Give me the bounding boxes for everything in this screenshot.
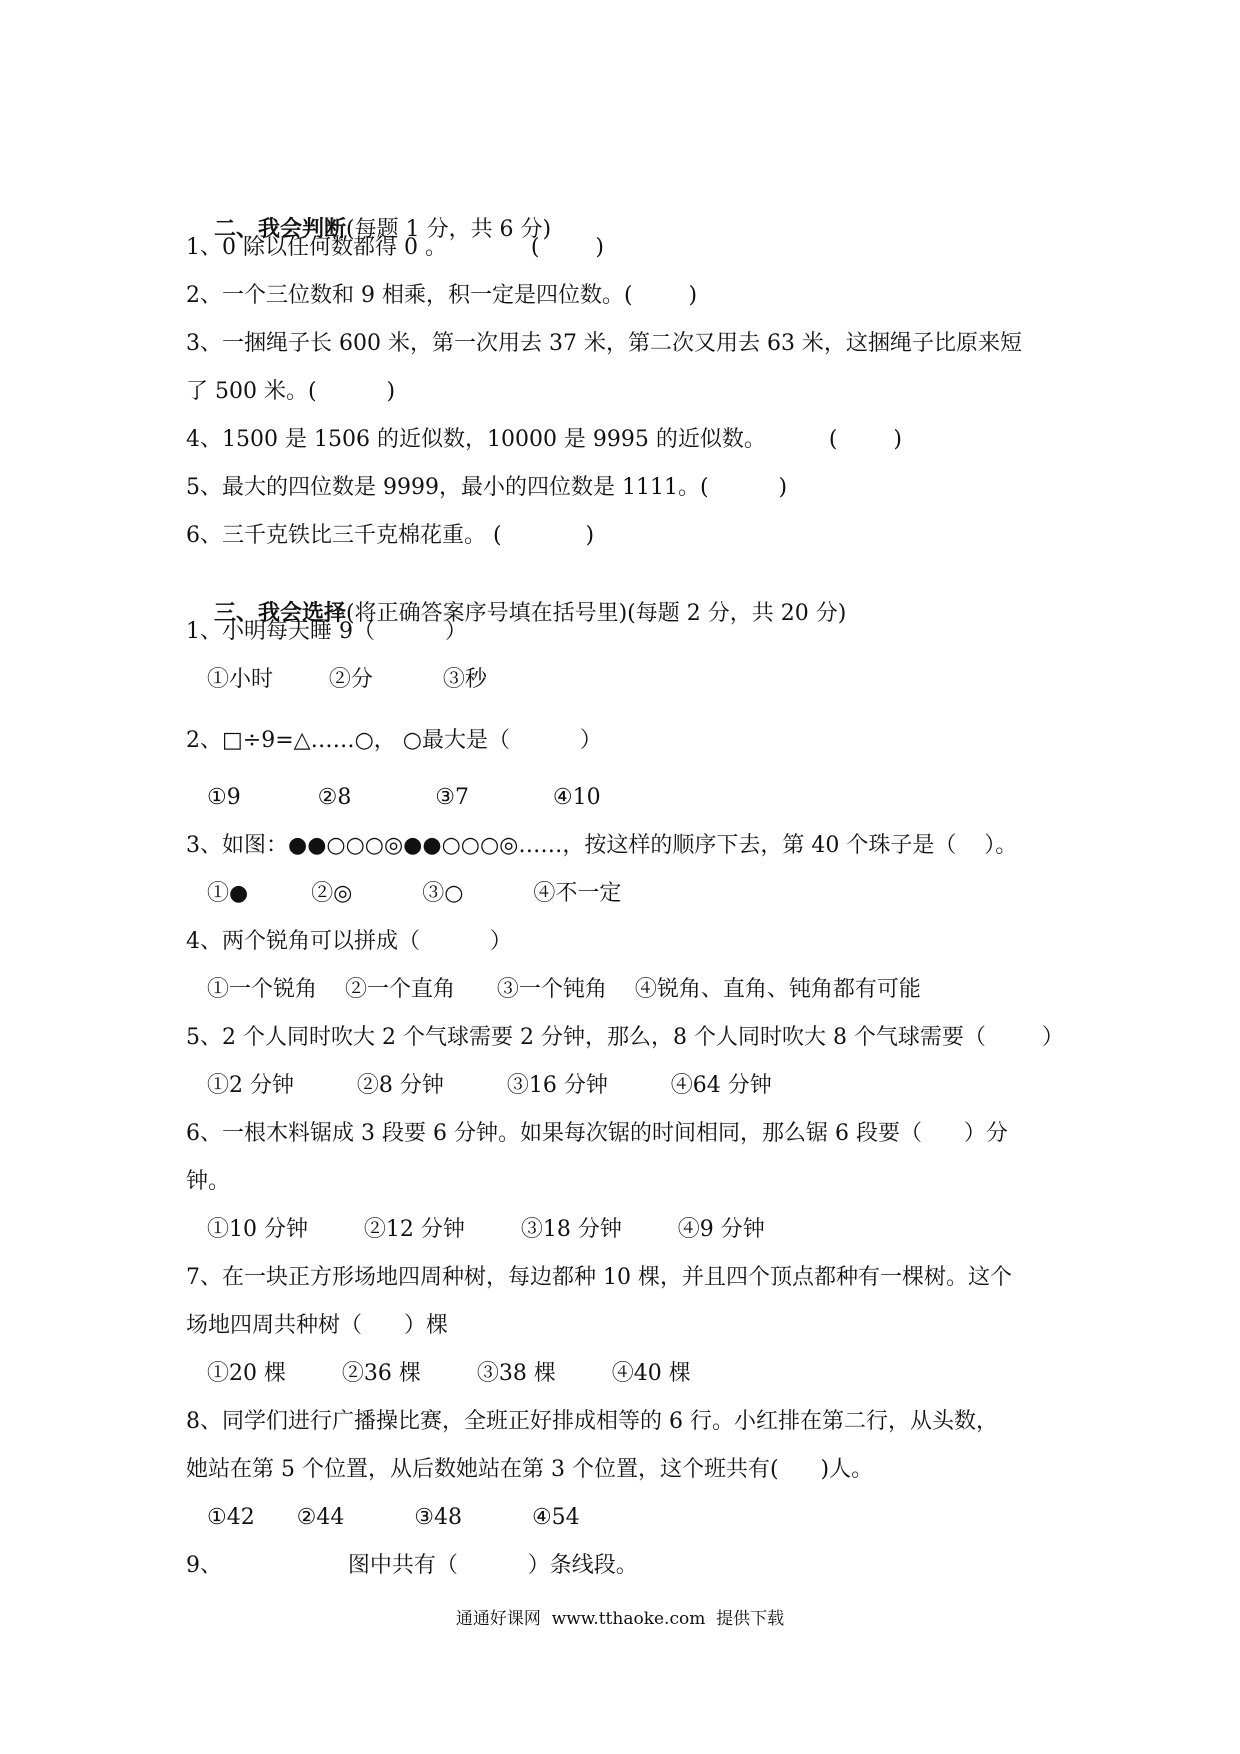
section2-note: (每题 1 分，共 6 分) — [346, 217, 552, 242]
choice-q3-options: ①● ②◎ ③○ ④不一定 — [186, 881, 622, 906]
choice-q2-options: ①9 ②8 ③7 ④10 — [186, 785, 601, 810]
judge-item-1: 1、0 除以任何数都得 0 。 ( ) — [186, 235, 605, 260]
choice-q3: 3、如图：●●○○○◎●●○○○◎……，按这样的顺序下去，第 40 个珠子是（ ）。 — [186, 833, 1018, 858]
choice-q7: 7、在一块正方形场地四周种树，每边都种 10 棵，并且四个顶点都种有一棵树。这个 — [186, 1265, 1012, 1290]
choice-q1: 1、小明每天睡 9（ ） — [186, 619, 467, 644]
judge-item-3: 3、一捆绳子长 600 米，第一次用去 37 米，第二次又用去 63 米，这捆绳子比原来短 — [186, 331, 1022, 356]
judge-item-5: 5、最大的四位数是 9999，最小的四位数是 1111。( ) — [186, 475, 788, 500]
judge-item-2: 2、一个三位数和 9 相乘，积一定是四位数。( ) — [186, 283, 698, 308]
choice-q5: 5、2 个人同时吹大 2 个气球需要 2 分钟，那么，8 个人同时吹大 8 个气球需要（ ） — [186, 1025, 1064, 1050]
choice-q6-cont: 钟。 — [186, 1169, 231, 1194]
choice-q5-options: ①2 分钟 ②8 分钟 ③16 分钟 ④64 分钟 — [186, 1073, 772, 1098]
choice-q8-options: ①42 ②44 ③48 ④54 — [186, 1505, 580, 1530]
section2-heading: 二、我会判断 — [213, 217, 346, 242]
judge-item-4: 4、1500 是 1506 的近似数，10000 是 9995 的近似数。 ( ) — [186, 427, 902, 452]
choice-q2: 2、□÷9=△……○， ○最大是（ ） — [186, 728, 602, 753]
choice-q6: 6、一根木料锯成 3 段要 6 分钟。如果每次锯的时间相同，那么锯 6 段要（ ）分 — [186, 1121, 1008, 1146]
choice-q7-cont: 场地四周共种树（ ）棵 — [186, 1313, 448, 1338]
page-footer: 通通好课网 www.tthaoke.com 提供下载 — [455, 1609, 785, 1629]
judge-item-3-cont: 了 500 米。( ) — [186, 379, 396, 404]
choice-q1-options: ①小时 ②分 ③秒 — [186, 667, 487, 692]
choice-q8-cont: 她站在第 5 个位置，从后数她站在第 3 个位置，这个班共有( )人。 — [186, 1457, 874, 1482]
section3-heading: 三、我会选择 — [213, 601, 346, 626]
choice-q6-options: ①10 分钟 ②12 分钟 ③18 分钟 ④9 分钟 — [186, 1217, 765, 1242]
judge-item-6: 6、三千克铁比三千克棉花重。 ( ) — [186, 523, 595, 548]
choice-q7-options: ①20 棵 ②36 棵 ③38 棵 ④40 棵 — [186, 1361, 691, 1386]
choice-q4: 4、两个锐角可以拼成（ ） — [186, 929, 512, 954]
choice-q9: 9、 图中共有（ ）条线段。 — [186, 1553, 638, 1578]
choice-q4-options: ①一个锐角 ②一个直角 ③一个钝角 ④锐角、直角、钝角都有可能 — [186, 977, 921, 1002]
section3-note: (将正确答案序号填在括号里)(每题 2 分，共 20 分) — [346, 601, 847, 626]
choice-q8: 8、同学们进行广播操比赛，全班正好排成相等的 6 行。小红排在第二行，从头数， — [186, 1409, 998, 1434]
